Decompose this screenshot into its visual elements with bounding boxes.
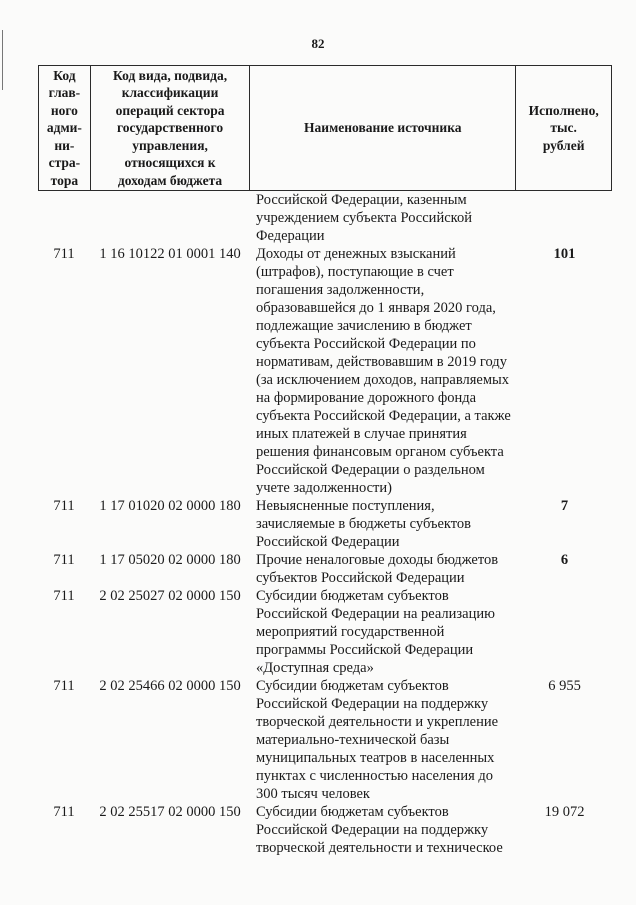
classification-code-cell: 1 17 05020 02 0000 180: [99, 552, 241, 568]
source-name-cell: Субсидии бюджетам субъектов Российской Федерации на реализацию мероприятий государственной программы Российской Федерации «Доступная среда»: [256, 588, 495, 676]
table-header: [38, 65, 612, 191]
classification-code-cell: 2 02 25517 02 0000 150: [99, 804, 241, 820]
table-row: [38, 245, 612, 497]
header-amount: Исполнено, тыс. рублей: [528, 102, 599, 153]
header-source-name: Наименование источника: [250, 66, 516, 190]
source-name-cell: Российской Федерации, казенным учреждением субъекта Российской Федерации: [256, 192, 472, 244]
classification-code-cell: 2 02 25027 02 0000 150: [99, 588, 241, 604]
admin-code-cell: 711: [53, 678, 75, 694]
amount-cell: 19 072: [544, 804, 585, 820]
source-name-cell: Доходы от денежных взысканий (штрафов), поступающие в счет погашения задолженности, образовавшейся до 1 января 2020 года, подлежащие зачислению в бюджет субъекта Российской Федерации по нормативам, действовавшим в 2019 году (за исключением доходов, направляемых на формирование дорожного фонда субъекта Российской Федерации, а также иных платежей в случае принятия решения финансовым органом субъекта Российской Федерации о раздельном учете задолженности): [256, 246, 511, 496]
admin-code-cell: 711: [53, 246, 75, 262]
header-classification-code: Код вида, подвида, классификации операций сектора государственного управления, относящихся к доходам бюджета: [91, 66, 250, 190]
table-row: [38, 551, 612, 587]
table-row: [38, 587, 612, 677]
header-admin-code: Код глав- ного адми- ни- стра- тора: [39, 66, 91, 190]
amount-cell: 7: [560, 498, 569, 514]
source-name-cell: Невыясненные поступления, зачисляемые в бюджеты субъектов Российской Федерации: [256, 498, 472, 550]
amount-cell: 6: [560, 552, 569, 568]
amount-cell: 101: [553, 246, 576, 262]
table-row: [38, 677, 612, 803]
source-name-cell: Субсидии бюджетам субъектов Российской Федерации на поддержку творческой деятельности и техническое: [256, 804, 503, 856]
amount-cell: 6 955: [548, 678, 581, 694]
classification-code-cell: 1 16 10122 01 0001 140: [99, 246, 241, 262]
admin-code-cell: 711: [53, 498, 75, 514]
source-name-cell: Прочие неналоговые доходы бюджетов субъектов Российской Федерации: [256, 552, 499, 586]
table-body: [38, 191, 612, 857]
table-row-continuation: [38, 191, 612, 245]
source-name-cell: Субсидии бюджетам субъектов Российской Федерации на поддержку творческой деятельности и укрепление материально-технической базы муниципальных театров в населенных пунктах с численностью населения до 300 тысяч человек: [256, 678, 499, 802]
page-number: 82: [311, 36, 325, 51]
table-row: [38, 497, 612, 551]
classification-code-cell: 1 17 01020 02 0000 180: [99, 498, 241, 514]
admin-code-cell: 711: [53, 588, 75, 604]
admin-code-cell: 711: [53, 804, 75, 820]
classification-code-cell: 2 02 25466 02 0000 150: [99, 678, 241, 694]
admin-code-cell: 711: [53, 552, 75, 568]
table-row: [38, 803, 612, 857]
